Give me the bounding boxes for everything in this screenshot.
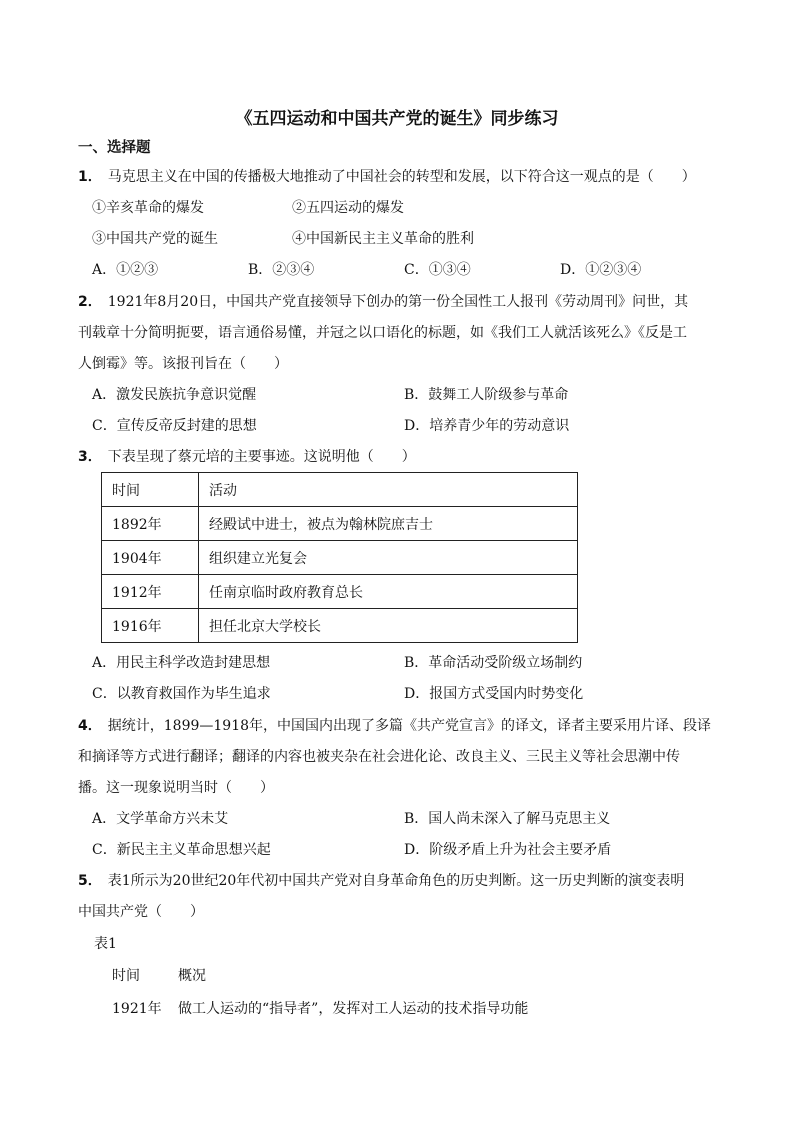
question-number: 1． [78,169,102,185]
question-line: 人倒霉》等。该报刊旨在（ ） [78,356,288,372]
question-line: 据统计，1899—1918年，中国国内出现了多篇《共产党宣言》的译文，译者主要采用片译、段译 [107,718,712,734]
option-d[interactable]: D．①②③④ [560,262,642,278]
table-cell: 1904年 [102,541,199,575]
question-line: 中国共产党（ ） [78,904,204,920]
table-cell: 担任北京大学校长 [199,609,578,643]
question-stem: 马克思主义在中国的传播极大地推动了中国社会的转型和发展，以下符合这一观点的是（ ） [107,169,696,185]
table-cell: 任南京临时政府教育总长 [199,575,578,609]
item-2: ②五四运动的爆发 [292,200,404,216]
table-header-summary: 概况 [178,968,206,984]
option-c[interactable]: C．新民主主义革命思想兴起 [92,842,271,858]
table-header-time: 时间 [112,968,140,984]
table-label: 表1 [94,936,117,952]
option-c[interactable]: C．①③④ [404,262,471,278]
question-3 [78,446,728,466]
option-b[interactable]: B．②③④ [248,262,315,278]
option-b[interactable]: B．革命活动受阶级立场制约 [404,655,583,671]
question-line: 刊载章十分简明扼要，语言通俗易懂，并冠之以口语化的标题，如《我们工人就活该死么》《反是工 [78,325,687,341]
question-stem: 下表呈现了蔡元培的主要事迹。这说明他（ ） [107,449,416,465]
table-cell: 经殿试中进士，被点为翰林院庶吉士 [199,507,578,541]
item-1: ①辛亥革命的爆发 [92,200,204,216]
table-row [102,575,578,609]
header-cell: 时间 [102,473,199,507]
question-4 [78,715,728,735]
option-d[interactable]: D．培养青少年的劳动意识 [404,418,570,434]
table-header-row [102,473,578,507]
table-cell: 1916年 [102,609,199,643]
table-cell-year: 1921年 [112,1001,162,1017]
table-cell: 组织建立光复会 [199,541,578,575]
option-d[interactable]: D．阶级矛盾上升为社会主要矛盾 [404,842,612,858]
question-number: 5． [78,873,102,889]
question-line: 和摘译等方式进行翻译；翻译的内容也被夹杂在社会进化论、改良主义、三民主义等社会思潮中传 [78,749,680,765]
table-row [102,507,578,541]
option-a[interactable]: A．用民主科学改造封建思想 [92,655,271,671]
question-number: 4． [78,718,102,734]
option-c[interactable]: C．以教育救国作为毕生追求 [92,686,271,702]
question-5 [78,870,728,890]
option-c[interactable]: C．宣传反帝反封建的思想 [92,418,257,434]
question-number: 3． [78,449,102,465]
question-2 [78,291,728,311]
item-3: ③中国共产党的诞生 [92,231,218,247]
question-line: 1921年8月20日，中国共产党直接领导下创办的第一份全国性工人报刊《劳动周刊》问世，其 [107,294,689,310]
table-row [102,609,578,643]
option-d[interactable]: D．报国方式受国内时势变化 [404,686,584,702]
option-a[interactable]: A．①②③ [92,262,159,278]
question-number: 2． [78,294,102,310]
table-cai-yuanpei [101,472,578,643]
page-title: 《五四运动和中国共产党的诞生》同步练习 [235,109,559,129]
table-cell-summary: 做工人运动的“指导者”，发挥对工人运动的技术指导功能 [178,1001,529,1017]
option-a[interactable]: A．文学革命方兴未艾 [92,811,229,827]
table-cell: 1892年 [102,507,199,541]
table-row [102,541,578,575]
question-1 [78,166,728,186]
option-b[interactable]: B．国人尚未深入了解马克思主义 [404,811,611,827]
question-line: 表1所示为20世纪20年代初中国共产党对自身革命角色的历史判断。这一历史判断的演变表明 [107,873,685,889]
question-line: 播。这一现象说明当时（ ） [78,780,274,796]
option-a[interactable]: A．激发民族抗争意识觉醒 [92,387,257,403]
item-4: ④中国新民主主义革命的胜利 [292,231,474,247]
header-cell: 活动 [199,473,578,507]
table-cell: 1912年 [102,575,199,609]
section-heading: 一、选择题 [78,140,151,156]
option-b[interactable]: B．鼓舞工人阶级参与革命 [404,387,569,403]
